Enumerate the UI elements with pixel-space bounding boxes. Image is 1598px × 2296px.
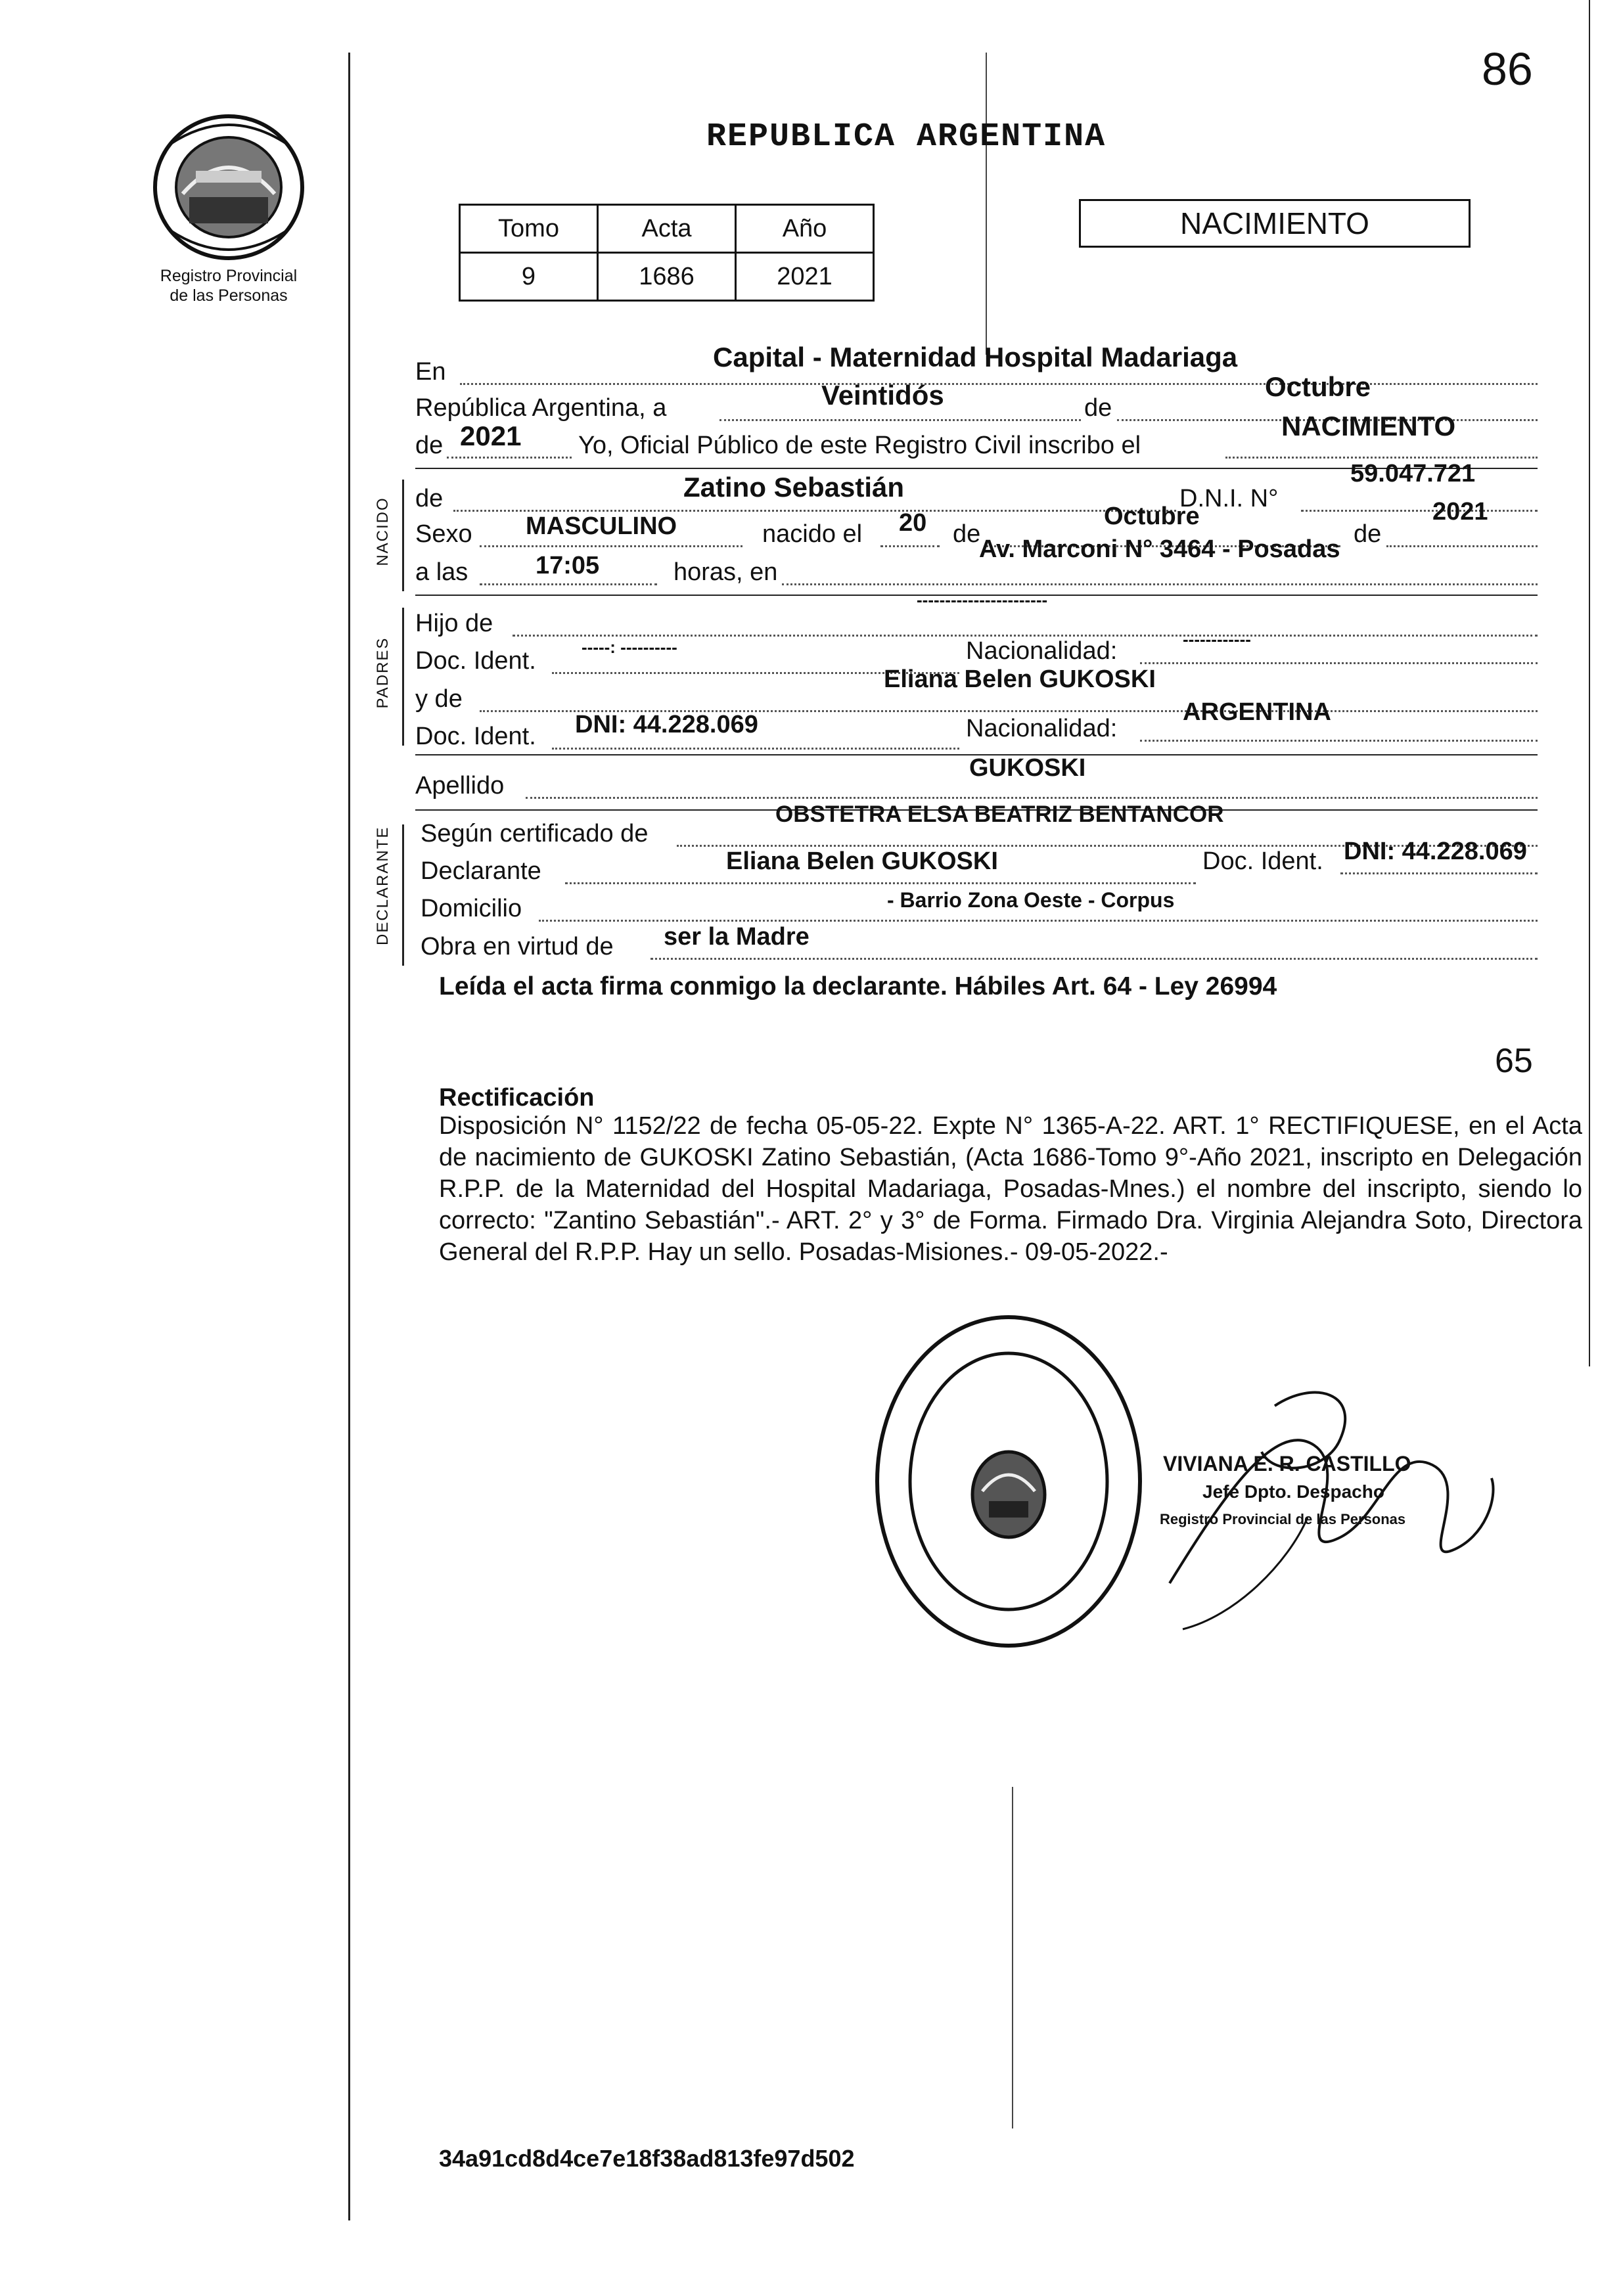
section-bracket: [402, 824, 404, 966]
de-label: de: [1084, 394, 1112, 422]
dotted-line: [1140, 740, 1538, 742]
madre-doc-value: DNI: 44.228.069: [575, 711, 758, 738]
day-value: Veintidós: [821, 380, 944, 411]
section-bracket: [402, 608, 404, 746]
rectificacion-title: Rectificación: [439, 1084, 595, 1112]
inscribo-value: NACIMIENTO: [1281, 411, 1456, 441]
hora-value: 17:05: [536, 552, 600, 579]
inscripto-name-value: Zatino Sebastián: [683, 472, 905, 503]
de-label: de: [415, 432, 444, 459]
dotted-line: [453, 510, 1176, 512]
obra-value: ser la Madre: [664, 923, 810, 951]
certificado-label: Según certificado de: [421, 820, 649, 847]
doc-ident-label: Doc. Ident.: [415, 647, 536, 675]
table-value-ano: 2021: [736, 253, 874, 301]
document-title: REPUBLICA ARGENTINA: [706, 118, 1107, 156]
domicilio-value: - Barrio Zona Oeste - Corpus: [887, 888, 1175, 912]
dotted-line: [719, 419, 1081, 421]
signer-title: Jefe Dpto. Despacho: [1202, 1481, 1384, 1502]
lugar-nacimiento-value: Av. Marconi N° 3464 - Posadas: [979, 535, 1340, 563]
official-stamp-icon: [871, 1307, 1147, 1655]
certificado-value: OBSTETRA ELSA BEATRIZ BENTANCOR: [775, 801, 1224, 827]
dotted-line: [1225, 457, 1538, 459]
dotted-line: [513, 635, 1538, 637]
fold-line-top: [986, 53, 987, 355]
act-type-box: NACIMIENTO: [1079, 199, 1471, 248]
nacido-side-label: NACIDO: [374, 497, 392, 566]
caption-line-2: de las Personas: [170, 286, 288, 305]
signer-name: VIVIANA E. R. CASTILLO: [1163, 1452, 1411, 1475]
table-value-acta: 1686: [598, 253, 736, 301]
de-label: de: [415, 485, 444, 512]
de-label: de: [1354, 520, 1382, 548]
dotted-line: [1340, 872, 1538, 874]
republica-label: República Argentina, a: [415, 394, 667, 422]
padre-value: -----------------------: [917, 590, 1048, 610]
registro-caption: [143, 266, 314, 305]
doc-ident-label: Doc. Ident.: [415, 723, 536, 750]
declarante-side-label: DECLARANTE: [374, 826, 392, 945]
side-number: 65: [1495, 1042, 1533, 1080]
edge-line: [1589, 0, 1590, 1366]
domicilio-label: Domicilio: [421, 895, 522, 922]
dotted-line: [447, 457, 572, 459]
dotted-line: [1301, 510, 1538, 512]
section-bracket: [402, 480, 404, 591]
dotted-line: [1386, 545, 1538, 547]
padres-side-label: PADRES: [374, 637, 392, 709]
declarante-name-value: Eliana Belen GUKOSKI: [726, 847, 998, 875]
sexo-value: MASCULINO: [526, 512, 677, 540]
nacionalidad-label: Nacionalidad:: [966, 715, 1118, 742]
nacido-el-label: nacido el: [762, 520, 863, 548]
sexo-label: Sexo: [415, 520, 472, 548]
margin-line: [348, 53, 350, 2220]
table-value-tomo: 9: [460, 253, 598, 301]
de-label: de: [953, 520, 981, 548]
dotted-line: [1140, 662, 1538, 664]
dotted-line: [552, 748, 959, 750]
madre-name-value: Eliana Belen GUKOSKI: [884, 665, 1156, 693]
dotted-line: [782, 583, 1538, 585]
page-number: 86: [1482, 43, 1533, 95]
dotted-line: [480, 545, 742, 547]
month-value: Octubre: [1265, 371, 1371, 402]
table-header-tomo: Tomo: [460, 205, 598, 253]
caption-line-1: Registro Provincial: [160, 267, 298, 285]
table-header-ano: Año: [736, 205, 874, 253]
apellido-label: Apellido: [415, 772, 505, 799]
obra-label: Obra en virtud de: [421, 933, 614, 960]
a-las-label: a las: [415, 558, 468, 586]
declarante-doc-label: Doc. Ident.: [1202, 847, 1323, 875]
y-de-label: y de: [415, 685, 463, 713]
handwritten-signature-icon: [1143, 1366, 1511, 1649]
register-table: [459, 204, 875, 302]
rectificacion-body: Disposición N° 1152/22 de fecha 05-05-22. Expte N° 1365-A-22. ART. 1° RECTIFIQUESE, en el Acta de nacimiento de GUKOSKI Zatino Sebastián, (Acta 1686-Tomo 9°-Año 2021, inscripto en Delegación R.P.P. de la Maternidad del Hospital Madariaga, Posadas-Mnes.) el nombre del inscripto, siendo lo correcto: "Zantino Sebastián".- ART. 2° y 3° de Forma. Firmado Dra. Virginia Alejandra Soto, Directora General del R.P.P. Hay un sello. Posadas-Misiones.- 09-05-2022.-: [439, 1112, 1582, 1266]
padre-nac-value: ------------: [1183, 629, 1251, 649]
dni-label: D.N.I. N°: [1179, 485, 1279, 512]
province-seal-icon: [150, 112, 308, 263]
birth-day-value: 20: [899, 509, 927, 537]
madre-nac-value: ARGENTINA: [1183, 698, 1331, 726]
year-value: 2021: [460, 420, 522, 451]
fold-line-bottom: [1012, 1787, 1013, 2128]
table-header-acta: Acta: [598, 205, 736, 253]
dotted-line: [480, 583, 657, 585]
nacionalidad-label: Nacionalidad:: [966, 637, 1118, 665]
closing-note: Leída el acta firma conmigo la declarante. Hábiles Art. 64 - Ley 26994: [439, 972, 1277, 1001]
padre-doc-value: -----: ----------: [582, 637, 677, 657]
en-label: En: [415, 358, 446, 386]
document-hash: 34a91cd8d4ce7e18f38ad813fe97d502: [439, 2145, 855, 2172]
hijo-de-label: Hijo de: [415, 610, 493, 637]
apellido-value: GUKOSKI: [969, 754, 1086, 782]
birth-month-value: Octubre: [1104, 503, 1200, 530]
declarante-doc-value: DNI: 44.228.069: [1344, 838, 1527, 865]
declarante-label: Declarante: [421, 857, 541, 885]
dotted-line: [539, 920, 1538, 922]
dotted-line: [651, 958, 1538, 960]
horas-en-label: horas, en: [673, 558, 778, 586]
dotted-line: [526, 797, 1538, 799]
dotted-line: [460, 383, 1538, 385]
signer-office: Registro Provincial de las Personas: [1160, 1511, 1406, 1527]
yo-label: Yo, Oficial Público de este Registro Civil inscribo el: [578, 432, 1141, 459]
dni-value: 59.047.721: [1350, 460, 1476, 487]
lugar-registro-value: Capital - Maternidad Hospital Madariaga: [713, 342, 1238, 372]
birth-year-value: 2021: [1432, 498, 1488, 526]
dotted-line: [565, 882, 1196, 884]
dotted-line: [880, 545, 940, 547]
